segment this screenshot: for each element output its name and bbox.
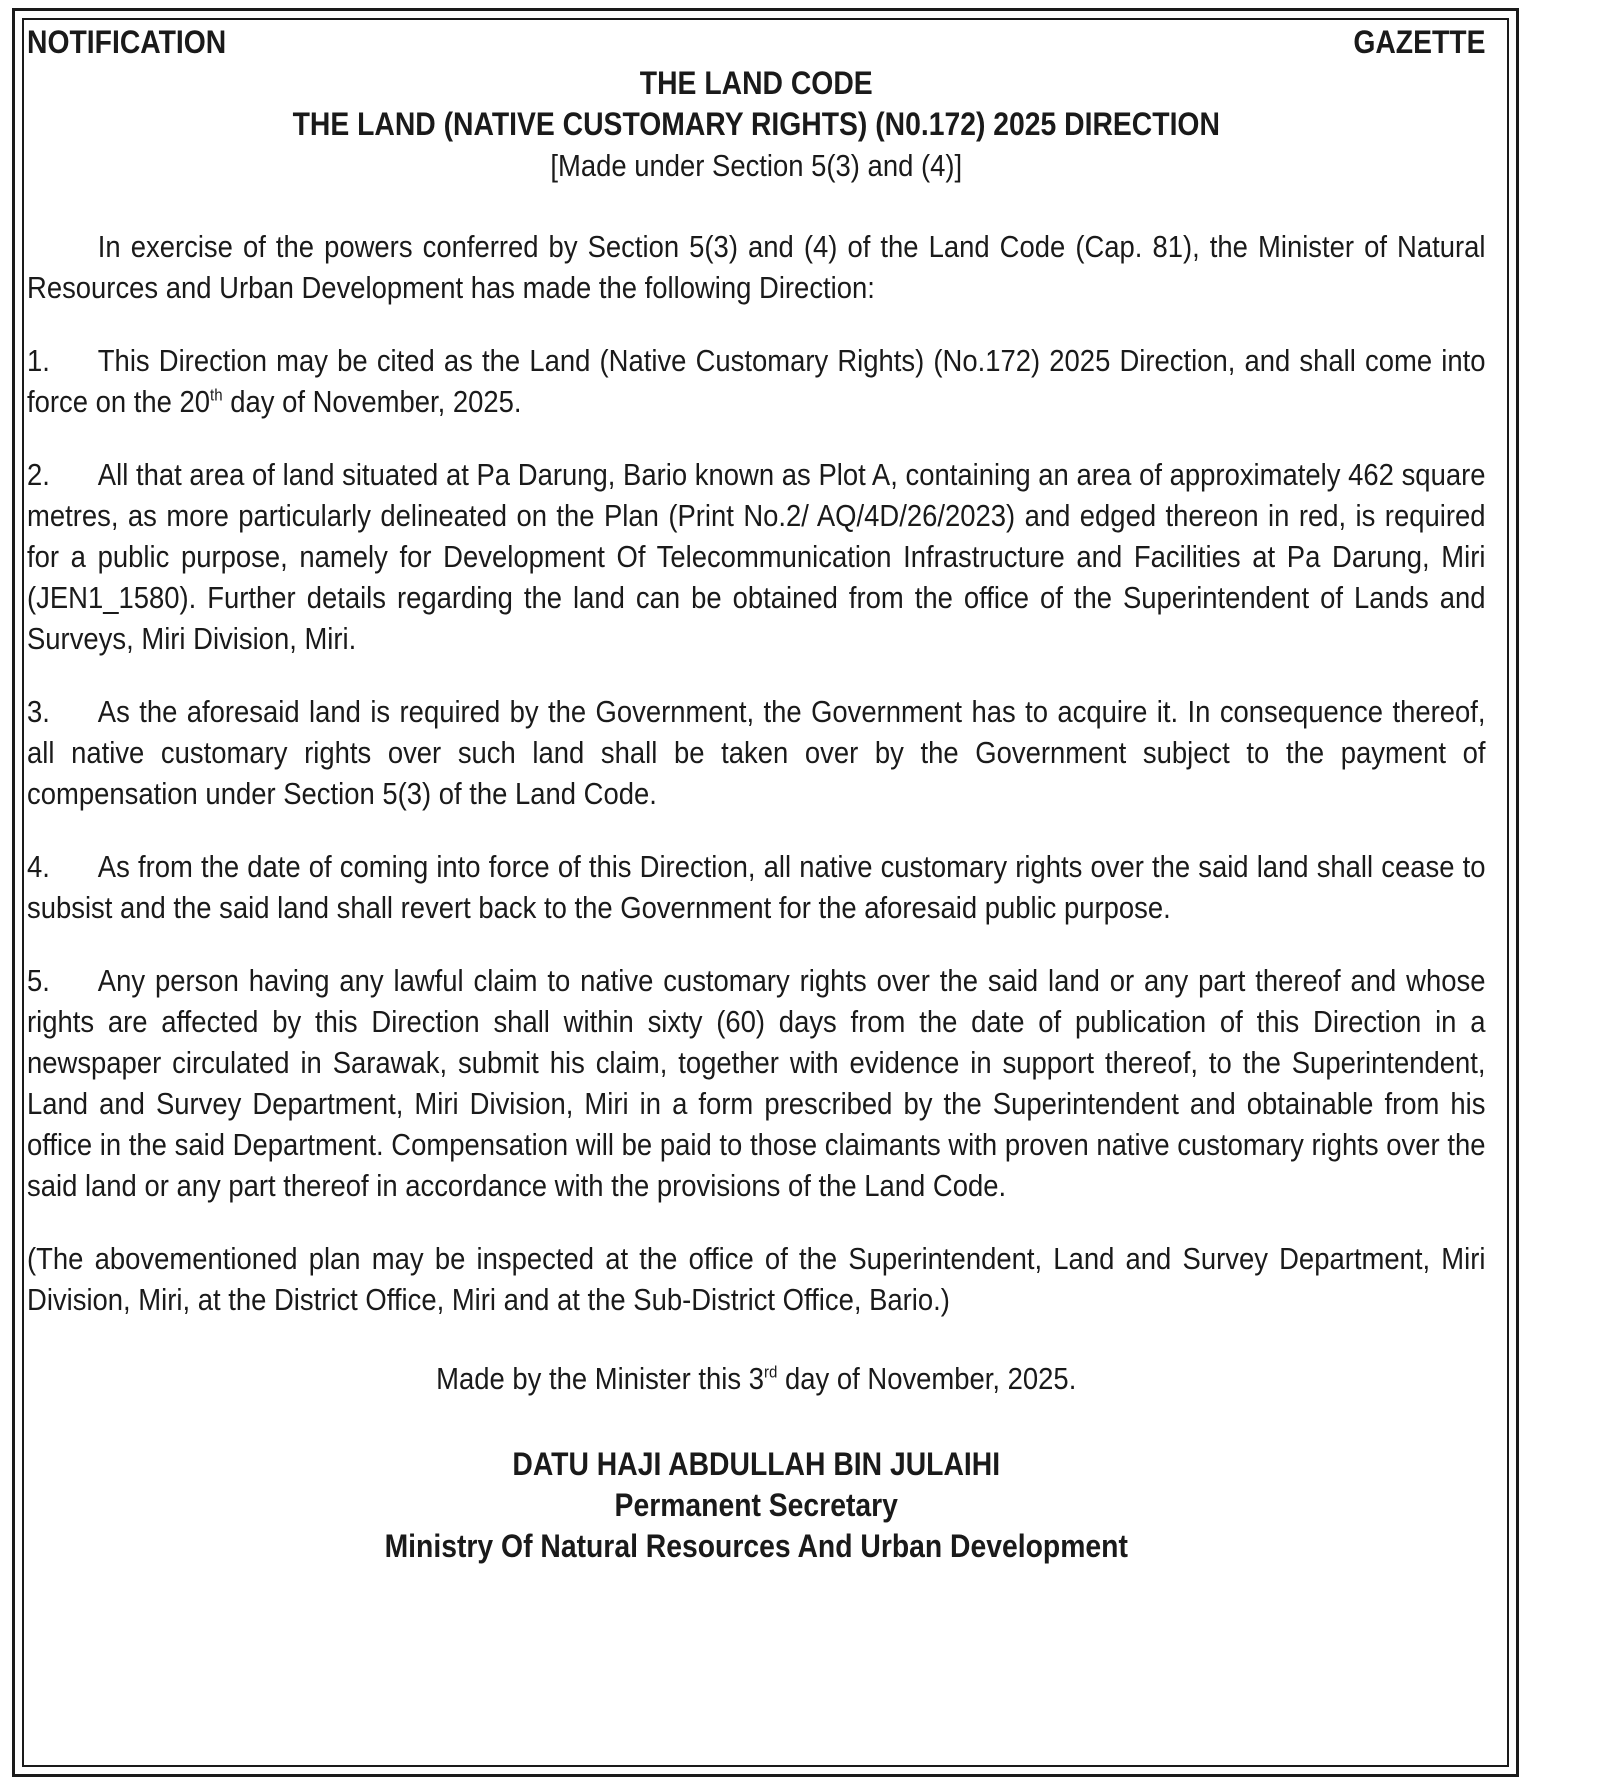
paragraph-text: All that area of land situated at Pa Darung, Bario known as Plot A, containing an area of approximately 462 square metres, as more particularly delineated on the Plan (Print No.2/ AQ/4D/26/2023) and edged thereon in red, is required for a public purpose, namely for Development Of Telecommunication Infrastructure and Facilities at Pa Darung, Miri (JEN1_1580). Further details regarding the land can be obtained from the office of the Superintendent of Lands and Surveys, Miri Division, Miri. [27,457,1486,656]
paragraph-text: As the aforesaid land is required by the Government, the Government has to acquire it. In consequence thereof, all native customary rights over such land shall be taken over by the Government subject to the payment of compensation under Section 5(3) of the Land Code. [27,694,1486,811]
paragraph-1 [27,340,1485,422]
header-notification-label: NOTIFICATION [27,24,227,60]
paragraph-number: 1. [27,343,50,378]
made-text: day of November, 2025. [777,1361,1077,1396]
signatory-name: DATU HAJI ABDULLAH BIN JULAIHI [512,1446,1001,1482]
paragraph-number: 3. [27,694,50,729]
signatory-ministry: Ministry Of Natural Resources And Urban Development [384,1528,1128,1564]
paragraph-text: As from the date of coming into force of this Direction, all native customary rights over the said land shall cease to subsist and the said land shall revert back to the Government for the aforesaid public purpose. [27,849,1486,925]
plan-inspection-note: (The abovementioned plan may be inspected at the office of the Superintendent, Land and Survey Department, Miri Division, Miri, at the District Office, Miri and at the Sub-District Office, Bario.) [27,1241,1486,1317]
paragraph-text: day of November, 2025. [222,384,522,419]
paragraph-number: 5. [27,963,50,998]
paragraph-5 [27,960,1485,1206]
intro-paragraph: In exercise of the powers conferred by Section 5(3) and (4) of the Land Code (Cap. 81), the Minister of Natural Resources and Urban Development has made the following Direction: [27,229,1486,305]
ordinal-suffix: rd [764,1362,778,1382]
made-text: Made by the Minister this 3 [436,1361,765,1396]
paragraph-number: 2. [27,457,50,492]
paragraph-4 [27,846,1485,928]
title-made-under: [Made under Section 5(3) and (4)] [550,148,963,183]
signature-block [27,1444,1485,1567]
ordinal-suffix: th [210,385,223,405]
signatory-position: Permanent Secretary [614,1487,898,1523]
paragraph-text: This Direction may be cited as the Land (Native Customary Rights) (No.172) 2025 Direction, and shall come into force on the 20 [27,343,1486,419]
header-gazette-label: GAZETTE [1353,24,1486,60]
notice-content [27,22,1485,1567]
notice-header [27,22,1485,63]
paragraph-number: 4. [27,849,50,884]
made-by-minister [27,1358,1485,1399]
paragraph-2 [27,454,1485,659]
paragraph-text: Any person having any lawful claim to native customary rights over the said land or any part thereof and whose rights are affected by this Direction shall within sixty (60) days from the date of publication of this Direction in a newspaper circulated in Sarawak, submit his claim, together with evidence in support thereof, to the Superintendent, Land and Survey Department, Miri Division, Miri in a form prescribed by the Superintendent and obtainable from his office in the said Department. Compensation will be paid to those claimants with proven native customary rights over the said land or any part thereof in accordance with the provisions of the Land Code. [27,963,1486,1203]
title-direction: THE LAND (NATIVE CUSTOMARY RIGHTS) (N0.172) 2025 DIRECTION [292,106,1220,142]
paragraph-3 [27,691,1485,814]
title-land-code: THE LAND CODE [639,65,873,101]
